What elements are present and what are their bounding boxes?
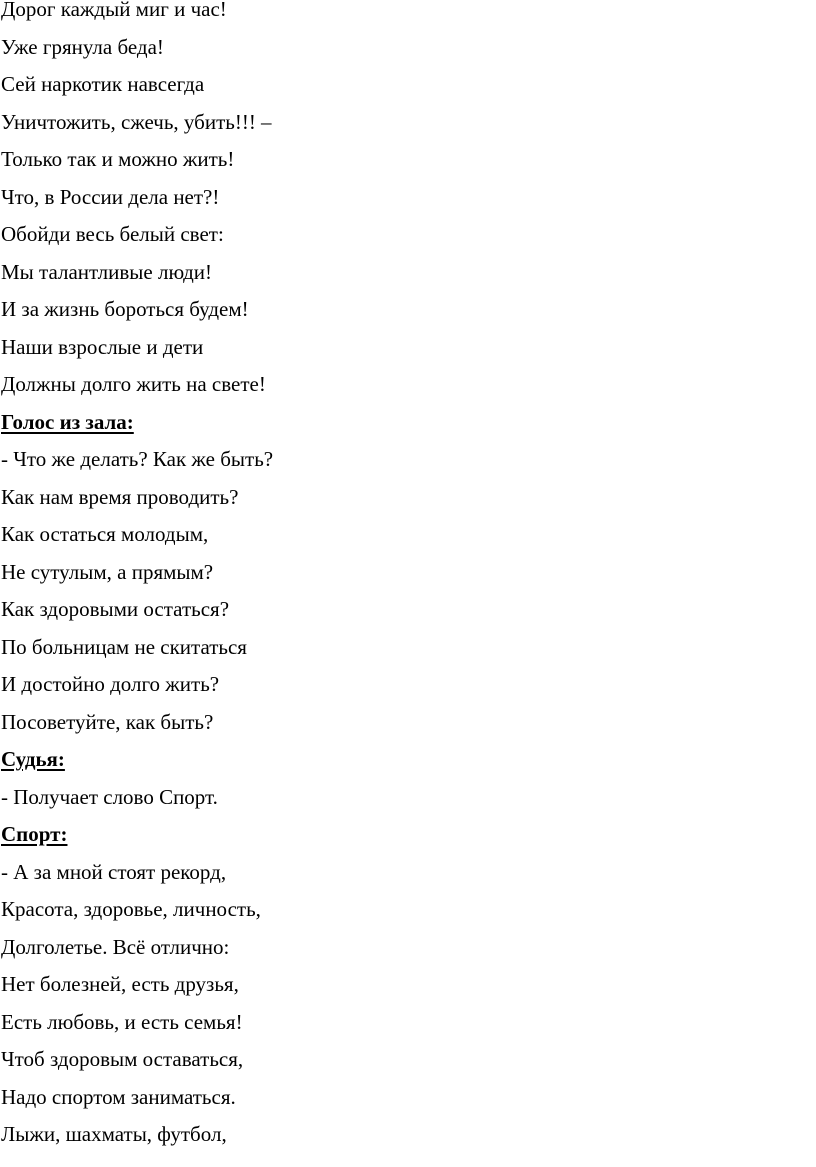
document-page: [1, 0, 811, 1154]
verse-line: Надо спортом заниматься.: [1, 1084, 236, 1109]
verse-line: Дорог каждый миг и час!: [1, 0, 227, 21]
verse-line: - А за мной стоят рекорд,: [1, 859, 227, 884]
verse-line: Как остаться молодым,: [1, 522, 209, 546]
verse-line: Обойди весь белый свет:: [1, 222, 224, 246]
verse-line: Наши взрослые и дети: [1, 334, 204, 359]
speaker-heading: Спорт:: [1, 822, 68, 846]
verse-line: Посоветуйте, как быть?: [1, 709, 214, 734]
verse-line: Уничтожить, сжечь, убить!!! –: [1, 109, 272, 134]
speaker-heading: Голос из зала:: [1, 409, 134, 434]
verse-line: Нет болезней, есть друзья,: [1, 972, 239, 996]
verse-line: Как нам время проводить?: [1, 484, 239, 509]
verse-line: - Получает слово Спорт.: [1, 784, 218, 809]
verse-line: Как здоровыми остаться?: [1, 597, 230, 621]
verse-line: По больницам не скитаться: [1, 634, 247, 659]
verse-line: Лыжи, шахматы, футбол,: [1, 1122, 227, 1146]
verse-line: Только так и можно жить!: [1, 147, 235, 171]
verse-line: - Что же делать? Как же быть?: [1, 447, 274, 471]
verse-line: Красота, здоровье, личность,: [1, 897, 261, 921]
verse-line: И за жизнь бороться будем!: [1, 297, 249, 321]
verse-line: Должны долго жить на свете!: [1, 372, 266, 396]
verse-line: Чтоб здоровым оставаться,: [1, 1047, 244, 1071]
speaker-heading: Судья:: [1, 747, 65, 771]
verse-line: Что, в России дела нет?!: [1, 184, 220, 209]
verse-line: Уже грянула беда!: [1, 34, 164, 59]
verse-line: Сей наркотик навсегда: [1, 72, 205, 96]
verse-line: Мы талантливые люди!: [1, 259, 212, 284]
verse-line: Есть любовь, и есть семья!: [1, 1009, 243, 1034]
verse-line: И достойно долго жить?: [1, 672, 220, 696]
verse-line: Долголетье. Всё отлично:: [1, 934, 230, 959]
verse-line: Не сутулым, а прямым?: [1, 559, 214, 584]
